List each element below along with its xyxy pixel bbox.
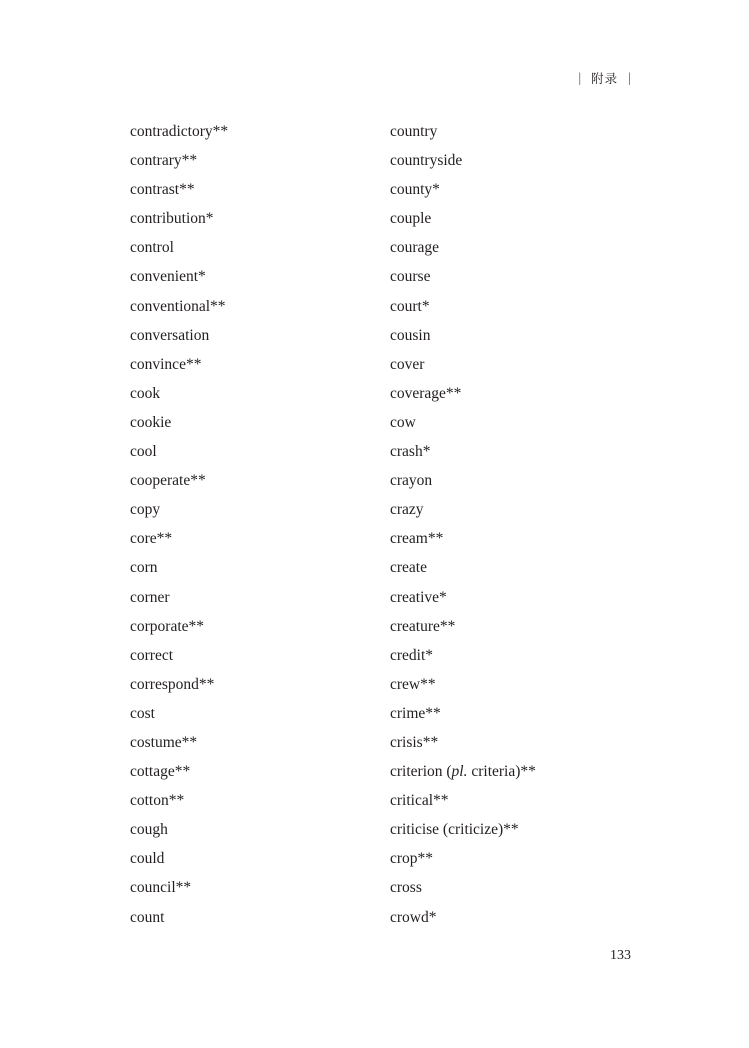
header-right-divider: | bbox=[628, 71, 631, 86]
word-list-right-column bbox=[390, 117, 536, 932]
word-entry: court* bbox=[390, 297, 430, 315]
word-entry: coverage** bbox=[390, 384, 462, 402]
word-entry: could bbox=[130, 850, 165, 868]
word-list-left-column bbox=[130, 117, 228, 932]
word-entry: cover bbox=[390, 355, 425, 373]
word-entry: cookie bbox=[130, 413, 172, 431]
criterion-plural-abbrev: pl. bbox=[451, 763, 468, 781]
word-entry: corner bbox=[130, 588, 170, 606]
word-entry: crayon bbox=[390, 472, 433, 490]
word-entry: crazy bbox=[390, 501, 424, 519]
word-entry: copy bbox=[130, 501, 161, 519]
word-entry: cost bbox=[130, 704, 155, 722]
header-title: 附录 bbox=[591, 71, 619, 86]
word-entry: cottage** bbox=[130, 763, 191, 781]
word-entry: couple bbox=[390, 210, 432, 228]
word-entry: cousin bbox=[390, 326, 431, 344]
word-entry: courage bbox=[390, 239, 440, 257]
word-entry: corn bbox=[130, 559, 158, 577]
word-entry: conversation bbox=[130, 326, 210, 344]
word-entry: convince** bbox=[130, 355, 202, 373]
word-entry: cook bbox=[130, 384, 161, 402]
word-entry: course bbox=[390, 268, 431, 286]
word-entry: cow bbox=[390, 413, 416, 431]
word-entry: costume** bbox=[130, 733, 198, 751]
word-entry: contrary** bbox=[130, 152, 198, 170]
word-entry: cream** bbox=[390, 530, 444, 548]
word-entry: cross bbox=[390, 879, 422, 897]
word-entry: country bbox=[390, 123, 438, 140]
word-entry: cool bbox=[130, 443, 157, 461]
word-entry: crowd* bbox=[390, 908, 437, 926]
running-header bbox=[578, 70, 631, 88]
word-entry: count bbox=[130, 908, 165, 926]
word-entry: critical** bbox=[390, 792, 449, 810]
word-entry: correct bbox=[130, 646, 174, 664]
word-entry: corporate** bbox=[130, 617, 205, 635]
word-entry: cotton** bbox=[130, 792, 185, 810]
word-entry: countryside bbox=[390, 152, 463, 170]
word-entry: crisis** bbox=[390, 733, 439, 751]
criterion-text-before: criterion ( bbox=[390, 763, 452, 781]
criterion-text-after: criteria)** bbox=[467, 763, 536, 781]
word-entry: convenient* bbox=[130, 268, 206, 286]
word-entry: core** bbox=[130, 530, 173, 548]
header-left-divider: | bbox=[578, 71, 582, 86]
word-entry-criterion bbox=[390, 757, 536, 786]
word-entry: conventional** bbox=[130, 297, 226, 315]
word-entry: criticise (criticize)** bbox=[390, 821, 519, 839]
word-entry: cooperate** bbox=[130, 472, 206, 490]
word-entry: create bbox=[390, 559, 427, 577]
word-entry: control bbox=[130, 239, 174, 257]
word-entry: crew** bbox=[390, 675, 436, 693]
page-number: 133 bbox=[610, 948, 631, 963]
word-entry: contrast** bbox=[130, 181, 195, 199]
word-entry: correspond** bbox=[130, 675, 215, 693]
word-entry: contribution* bbox=[130, 210, 214, 228]
word-entry: county* bbox=[390, 181, 440, 199]
word-entry: crop** bbox=[390, 850, 434, 868]
word-entry: contradictory** bbox=[130, 123, 229, 140]
word-entry: creative* bbox=[390, 588, 447, 606]
word-entry: cough bbox=[130, 821, 168, 839]
word-entry: council** bbox=[130, 879, 192, 897]
word-entry: crime** bbox=[390, 704, 441, 722]
word-entry: credit* bbox=[390, 646, 434, 664]
word-entry: crash* bbox=[390, 443, 431, 461]
word-entry: creature** bbox=[390, 617, 456, 635]
